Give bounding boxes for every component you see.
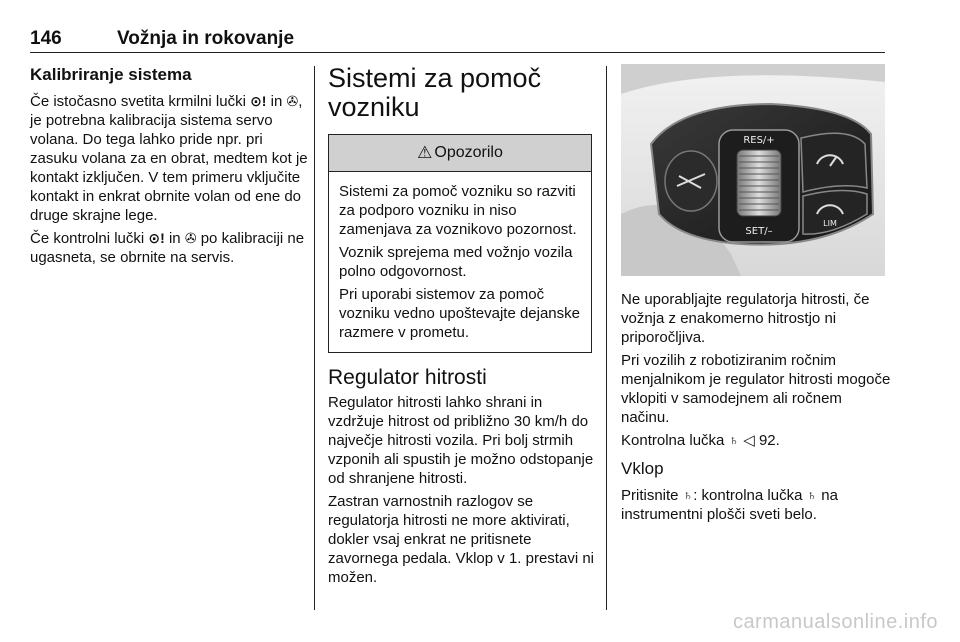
cruise-paragraph-5: Kontrolna lučka ♄ ◁ 92.	[621, 432, 780, 449]
page-reference-icon: ◁	[743, 432, 755, 449]
column-divider-1	[314, 66, 315, 610]
service-warning-icon: ✇	[184, 230, 197, 246]
set-label: SET/–	[745, 226, 773, 237]
activation-heading: Vklop	[621, 459, 664, 478]
activation-paragraph: Pritisnite ♄: kontrolna lučka ♄ na instrumentni plošči sveti belo.	[621, 487, 838, 523]
cruise-control-indicator-icon: ♄	[728, 432, 740, 448]
res-label: RES/+	[743, 135, 775, 146]
warning-text-2: Voznik sprejema med vožnjo vozila polno odgovornost.	[339, 244, 573, 280]
page-header	[30, 28, 885, 53]
service-warning-icon: ✇	[286, 93, 299, 109]
watermark: carmanualsonline.info	[732, 611, 938, 633]
lim-label: LIM	[823, 219, 837, 228]
cruise-paragraph-3: Ne uporabljajte regulatorja hitrosti, če vožnja z enakomerno hitrostjo ni priporočljiva.	[621, 291, 870, 346]
warning-triangle-icon: ⚠	[417, 143, 433, 162]
steering-wheel-controls-image	[621, 64, 885, 276]
cruise-paragraph-4: Pri vozilih z robotiziranim ročnim menjalnikom je regulator hitrosti mogoče vklopiti v samodejnem ali ročnem načinu.	[621, 352, 891, 426]
calibration-paragraph-2: Če kontrolni lučki ⊙! in ✇ po kalibraciji ne ugasneta, se obrnite na servis.	[30, 230, 305, 266]
steering-warning-icon: ⊙!	[148, 230, 165, 246]
cruise-paragraph-2: Zastran varnostnih razlogov se regulatorja hitrosti ne more aktivirati, dokler vsaj enkrat ne pritisnete zavornega pedala. Vklop v 1. prestavi ni možen.	[328, 493, 594, 586]
calibration-paragraph-1: Če istočasno svetita krmilni lučki ⊙! in ✇, je potrebna kalibracija sistema servo volana. Do tega lahko pride npr. pri zasuku volana za en obrat, medtem kot je kontakt izključen. V tem primeru vključite kontakt in enkrat obrnite volan od ene do druge skrajne lege.	[30, 93, 308, 224]
column-2	[328, 64, 594, 591]
warning-text-1: Sistemi za pomoč vozniku so razviti za podporo vozniku in niso zamenjava za voznikovo pozornost.	[339, 183, 577, 238]
warning-text-3: Pri uporabi sistemov za pomoč vozniku vedno upoštevajte dejanske razmere v prometu.	[339, 286, 580, 341]
steering-wheel-illustration	[621, 64, 885, 276]
chapter-title: Vožnja in rokovanje	[117, 28, 295, 49]
warning-label: Opozorilo	[434, 144, 503, 161]
column-3	[621, 64, 891, 528]
cruise-control-heading: Regulator hitrosti	[328, 366, 487, 389]
column-divider-2	[606, 66, 607, 610]
steering-warning-icon: ⊙!	[250, 93, 267, 109]
warning-box	[328, 134, 592, 353]
cruise-control-indicator-icon: ♄	[806, 487, 818, 503]
column-1	[30, 64, 310, 271]
warning-body	[329, 172, 591, 352]
page-number: 146	[30, 28, 62, 49]
cruise-paragraph-1: Regulator hitrosti lahko shrani in vzdržuje hitrost od približno 30 km/h do največje hitrosti vozila. Pri bolj strmih vzponih ali spustih je možno odstopanje od shranjene hitrosti.	[328, 394, 594, 487]
calibration-heading: Kalibriranje sistema	[30, 65, 192, 84]
section-title: Sistemi za pomoč vozniku	[328, 63, 542, 122]
cruise-control-button-icon: ♄	[682, 487, 694, 503]
warning-header	[329, 135, 591, 172]
